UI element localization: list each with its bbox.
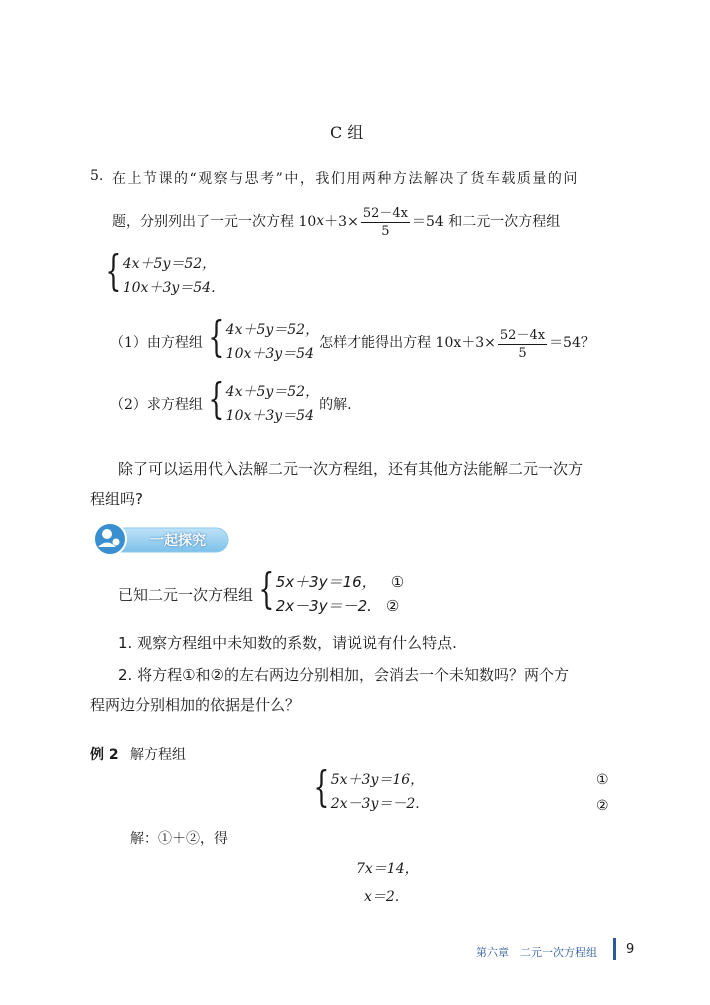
solution-line: 解：①＋②，得 <box>130 831 228 847</box>
question-1 <box>110 312 595 368</box>
q1-fraction <box>498 324 547 361</box>
solution-step-1: 7x＝14， <box>356 861 419 877</box>
problem-line-2 <box>112 202 560 239</box>
explore-row-1: 5x＋3y＝16， <box>275 573 377 591</box>
q1-row-2: 10x＋3y＝54 <box>225 346 314 362</box>
line2-prefix: 题，分别列出了一元一次方程 10 <box>112 213 317 230</box>
q2-end: 的解. <box>319 397 352 413</box>
example-label: 例 2 <box>90 747 119 763</box>
intro-line-1: 除了可以运用代入法解二元一次方程组，还有其他方法能解二元一次方 <box>118 460 584 478</box>
footer-chapter: 第六章 二元一次方程组 <box>476 946 597 959</box>
fraction-numerator: 52－4x <box>361 202 410 223</box>
fraction-denominator: 5 <box>381 224 390 239</box>
system-row-1: 4x＋5y＝52， <box>122 256 217 272</box>
example-row-1-mark: ① <box>596 772 609 788</box>
brace-icon: { <box>208 312 225 361</box>
explore-item-2-line-2: 程两边分别相加的依据是什么？ <box>90 696 301 714</box>
explore-system <box>118 564 405 620</box>
q2-row-2: 10x＋3y＝54 <box>225 408 314 424</box>
page-number: 9 <box>626 942 635 957</box>
q1-fraction-denominator: 5 <box>518 345 527 361</box>
q2-label: （2）求方程组 <box>110 397 203 413</box>
explore-given: 已知二元一次方程组 <box>118 585 254 604</box>
example-row-1: 5x＋3y＝16， <box>330 772 425 788</box>
line2-mid: ＋3× <box>324 213 359 230</box>
explore-row-2: 2x－3y＝－2. <box>275 597 372 615</box>
problem-line-1: 在上节课的“观察与思考”中，我们用两种方法解决了货车载质量的问 <box>112 171 579 187</box>
fraction <box>361 202 410 239</box>
q1-end: ＝54？ <box>549 335 595 351</box>
system-of-equations <box>100 246 217 302</box>
section-title: C 组 <box>330 123 364 142</box>
system-row-2: 10x＋3y＝54. <box>122 280 216 296</box>
explore-row-2-mark: ② <box>385 597 400 615</box>
brace-icon: { <box>313 762 330 811</box>
intro-line-2: 程组吗? <box>90 490 143 508</box>
line2-var: x <box>316 212 325 229</box>
q2-row-1: 4x＋5y＝52， <box>225 384 320 400</box>
solution-step-2: x＝2. <box>364 889 400 905</box>
q1-fraction-numerator: 52－4x <box>498 324 547 345</box>
brace-icon: { <box>208 374 225 423</box>
example-title: 解方程组 <box>130 747 186 763</box>
question-2 <box>110 374 352 430</box>
example-system <box>308 762 425 818</box>
explore-item-2-line-1: 2. 将方程①和②的左右两边分别相加，会消去一个未知数吗？两个方 <box>118 666 569 684</box>
explore-banner <box>86 522 231 556</box>
brace-icon: { <box>105 246 122 295</box>
footer-divider <box>613 938 616 960</box>
brace-icon: { <box>258 564 275 613</box>
q1-mid: 怎样才能得出方程 10x＋3× <box>319 335 496 351</box>
line2-suffix: ＝54 和二元一次方程组 <box>411 213 561 230</box>
q1-label: （1）由方程组 <box>110 335 203 351</box>
explore-item-1: 1. 观察方程组中未知数的系数，请说说有什么特点. <box>118 634 457 652</box>
problem-number: 5. <box>90 168 104 184</box>
banner-label: 一起探究 <box>150 533 206 549</box>
q1-row-1: 4x＋5y＝52， <box>225 322 320 338</box>
example-row-2: 2x－3y＝－2. <box>330 796 420 812</box>
explore-row-1-mark: ① <box>390 573 405 591</box>
example-row-2-mark: ② <box>596 798 609 814</box>
